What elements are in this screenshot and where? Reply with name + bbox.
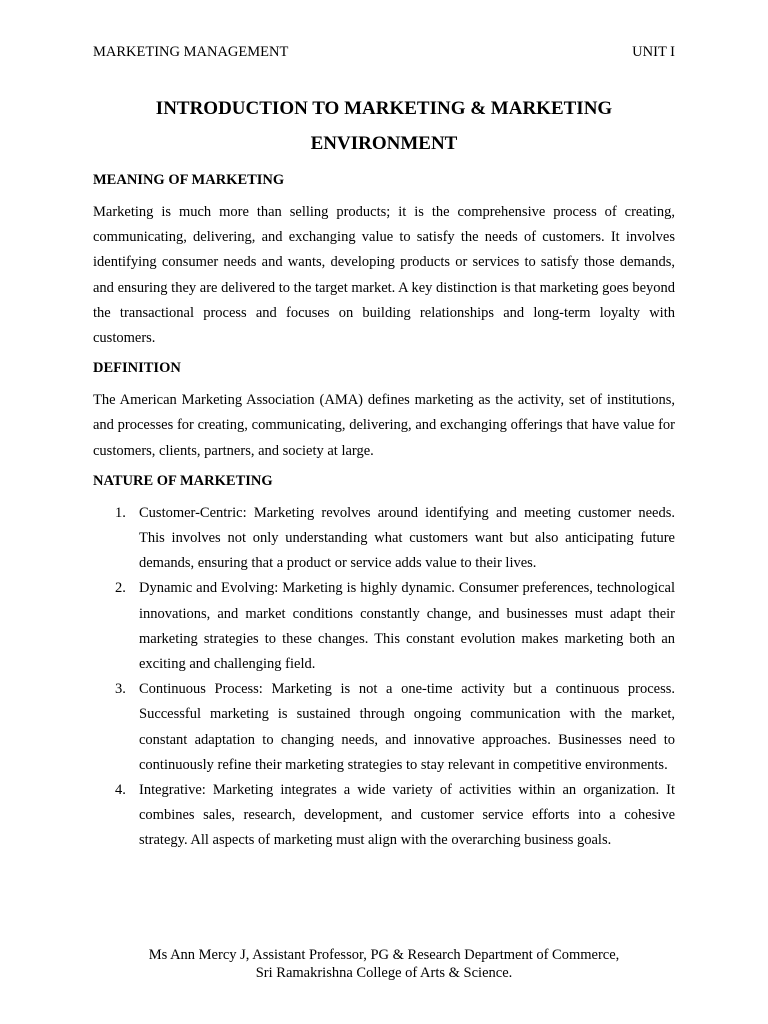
header-unit-label: UNIT I bbox=[632, 44, 675, 60]
running-header bbox=[93, 43, 675, 61]
list-item bbox=[93, 501, 675, 577]
list-item bbox=[93, 677, 675, 778]
page-title bbox=[93, 91, 675, 161]
list-item bbox=[93, 778, 675, 854]
list-item-number: 1. bbox=[115, 504, 126, 521]
list-item bbox=[93, 576, 675, 677]
list-item-text: Continuous Process: Marketing is not a one-time activity but a continuous process. Successful marketing is sustained through ongoing communication with the market, constant adaptation to changing needs, and innovative approaches. Businesses need to continuously refine their marketing strategies to stay relevant in competitive environments. bbox=[139, 681, 675, 773]
meaning-heading: MEANING OF MARKETING bbox=[93, 172, 285, 188]
list-item-text: Customer-Centric: Marketing revolves around identifying and meeting customer needs. This involves not only understanding what customers want but also anticipating future demands, ensuring that a product or service adds value to their lives. bbox=[139, 504, 675, 572]
list-item-number: 3. bbox=[115, 681, 126, 698]
list-item-number: 4. bbox=[115, 782, 126, 799]
nature-heading: NATURE OF MARKETING bbox=[93, 472, 273, 489]
list-item-text: Dynamic and Evolving: Marketing is highly dynamic. Consumer preferences, technological innovations, and market conditions constantly change, and businesses must adapt their marketing strategies to these changes. This constant evolution makes marketing both an exciting and challenging field. bbox=[139, 580, 675, 673]
list-item-number: 2. bbox=[115, 580, 126, 597]
page-title-line-1: INTRODUCTION TO MARKETING & MARKETING bbox=[155, 98, 613, 119]
definition-paragraph: The American Marketing Association (AMA) defines marketing as the activity, set of institutions, and processes for creating, communicating, delivering, and exchanging offerings that have value for customers, clients, partners, and society at large. bbox=[93, 392, 675, 459]
nature-list bbox=[93, 501, 675, 854]
meaning-paragraph: Marketing is much more than selling products; it is the comprehensive process of creating, communicating, delivering, and exchanging value to satisfy the needs of customers. It involves identifying consumer needs and wants, developing products or services to satisfy those demands, and ensuring they are delivered to the target market. A key distinction is that marketing goes beyond the transactional process and focuses on building relationships and long-term loyalty with customers. bbox=[93, 204, 675, 347]
footer-author-line: Ms Ann Mercy J, Assistant Professor, PG & Research Department of Commerce, bbox=[148, 947, 620, 963]
document-body bbox=[93, 169, 675, 854]
page-title-line-2: ENVIRONMENT bbox=[310, 133, 458, 154]
footer-institution-line: Sri Ramakrishna College of Arts & Science. bbox=[255, 965, 513, 981]
list-item-text: Integrative: Marketing integrates a wide variety of activities within an organization. It combines sales, research, development, and customer service efforts into a cohesive strategy. All aspects of marketing must align with the overarching business goals. bbox=[139, 782, 675, 849]
definition-heading: DEFINITION bbox=[93, 360, 181, 377]
page-footer bbox=[93, 946, 675, 982]
header-course-title: MARKETING MANAGEMENT bbox=[93, 44, 289, 60]
